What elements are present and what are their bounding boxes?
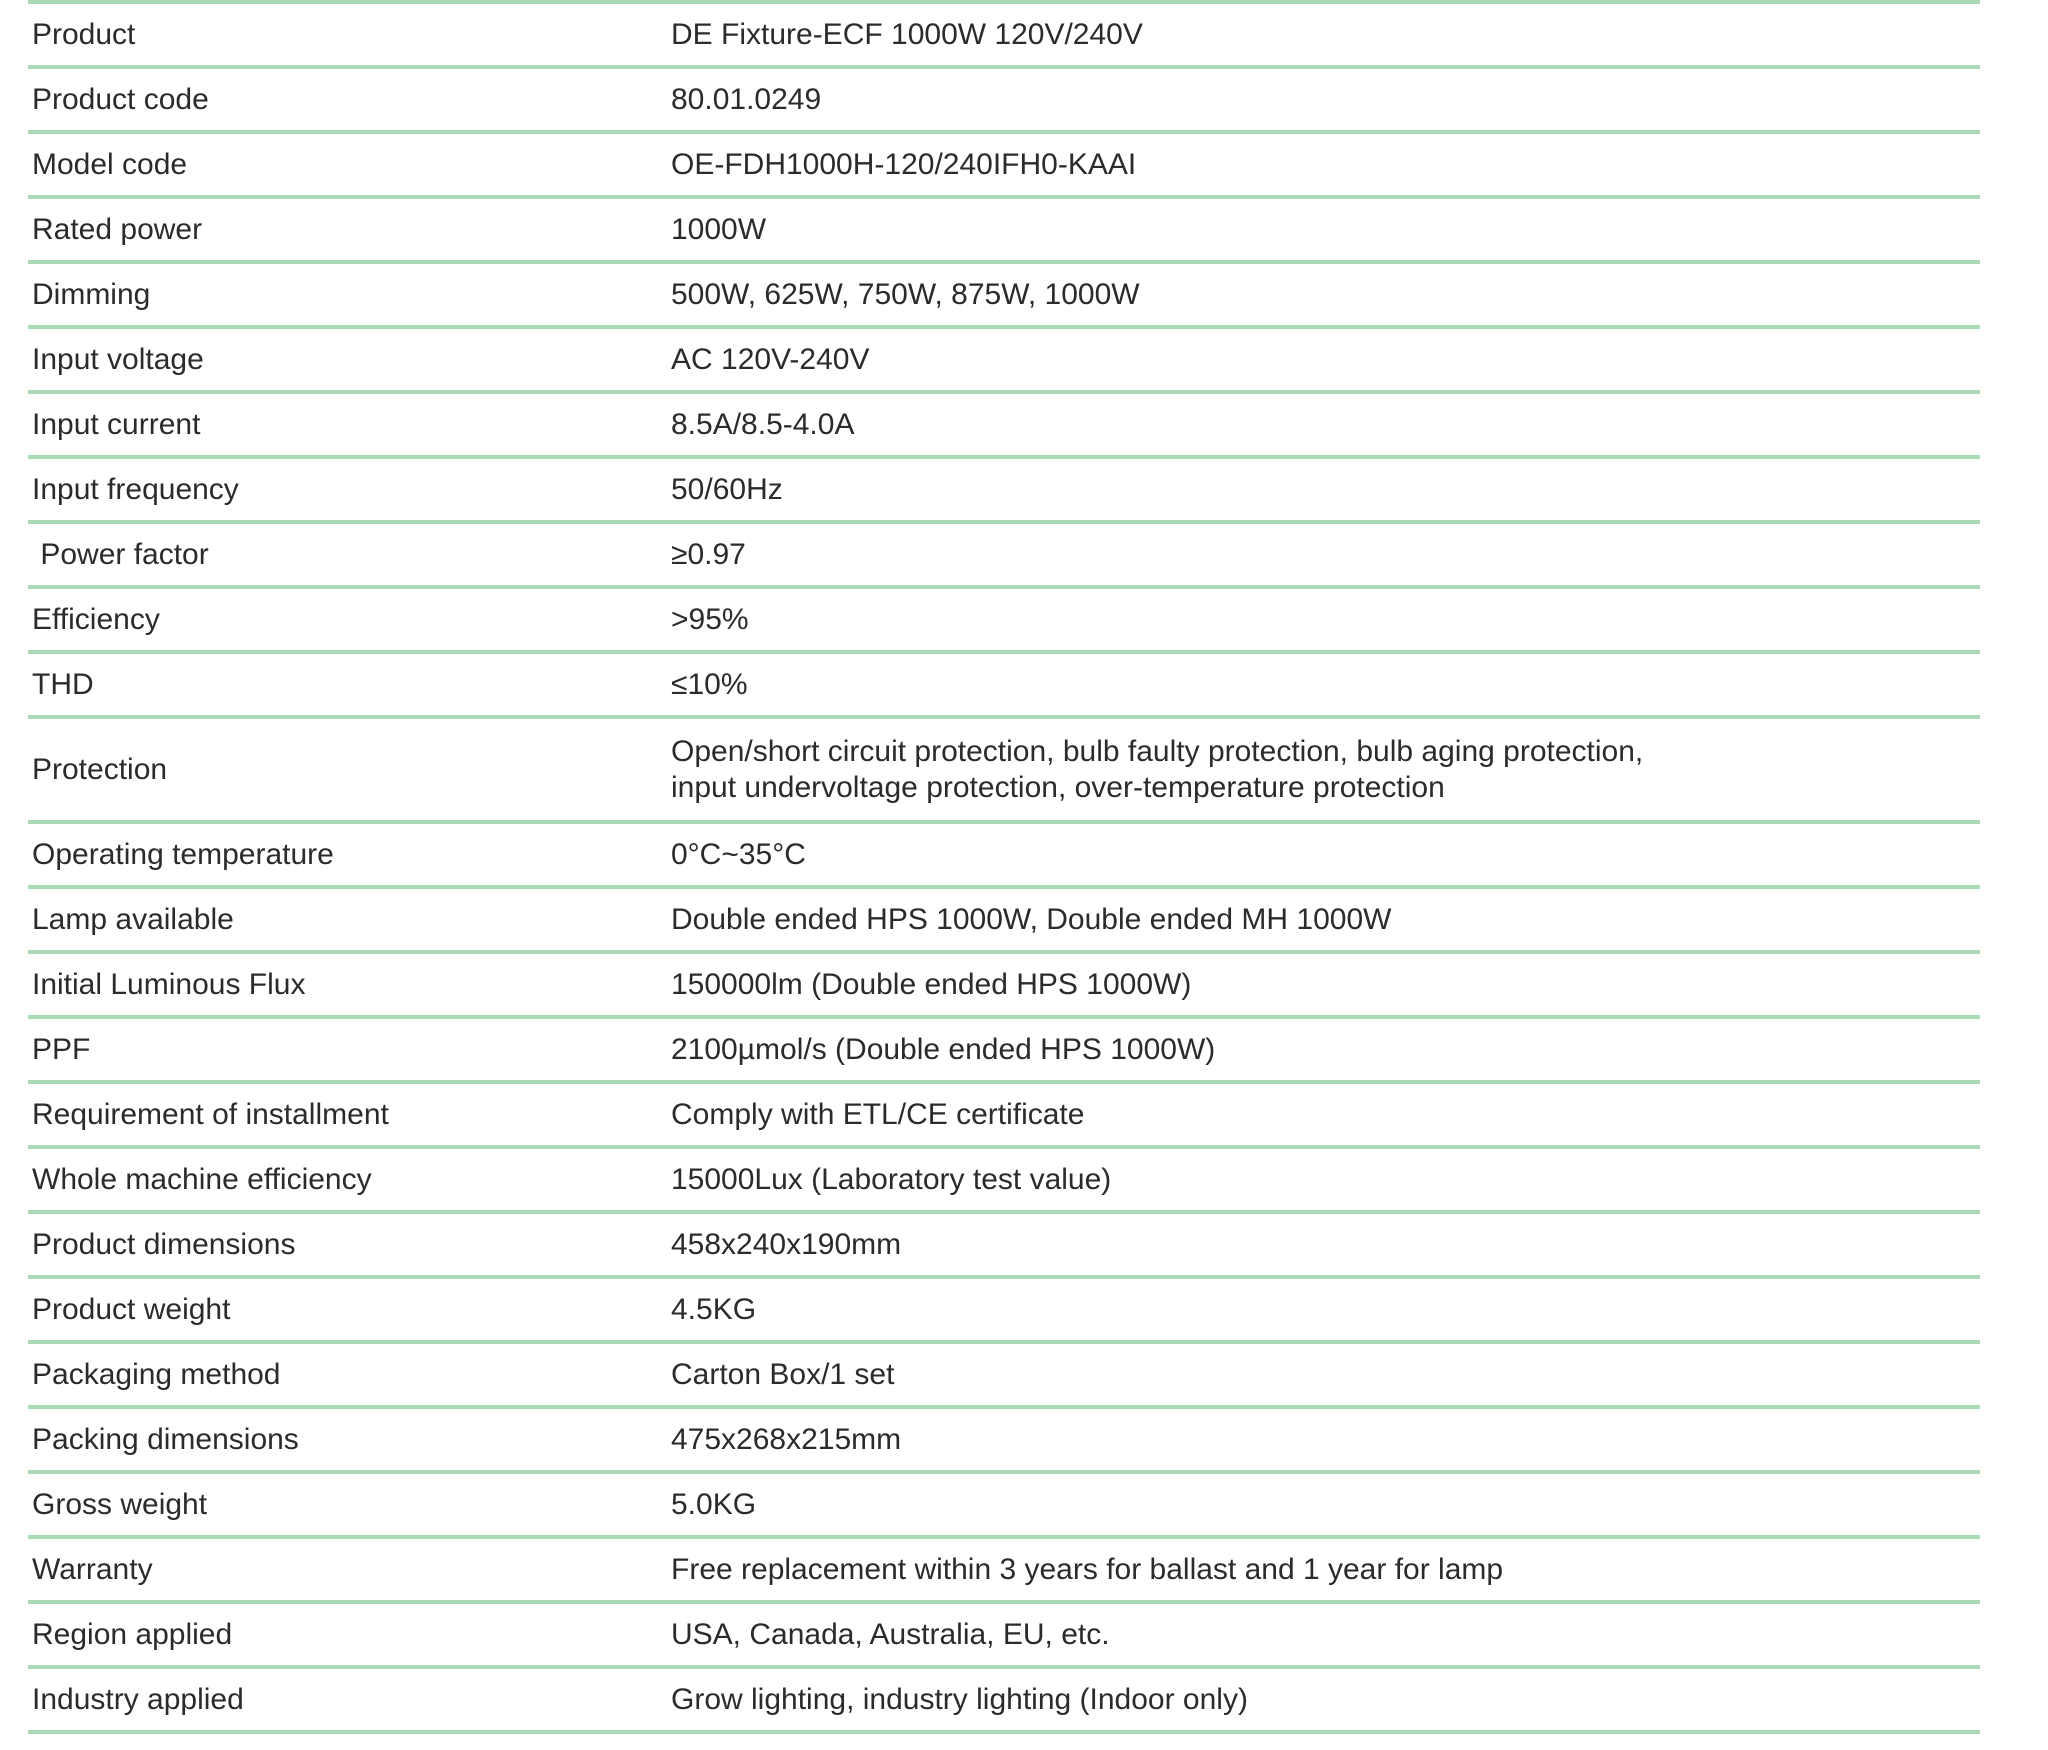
spec-row-model-code	[28, 134, 1980, 199]
spec-row-efficiency	[28, 589, 1980, 654]
spec-row-requirement-of-installment	[28, 1084, 1980, 1149]
spec-label: PPF	[32, 1032, 91, 1066]
spec-label: Efficiency	[32, 602, 160, 636]
spec-value: ≥0.97	[671, 537, 746, 571]
spec-label: Rated power	[32, 212, 203, 246]
spec-label: Dimming	[32, 277, 151, 311]
spec-label: Input frequency	[32, 472, 239, 506]
spec-row-dimming	[28, 264, 1980, 329]
spec-value: 1000W	[671, 212, 767, 246]
spec-label: Model code	[32, 147, 188, 181]
spec-value: Double ended HPS 1000W, Double ended MH 1000W	[671, 902, 1392, 936]
spec-row-rated-power	[28, 199, 1980, 264]
spec-label: Initial Luminous Flux	[32, 967, 306, 1001]
spec-label: Lamp available	[32, 902, 234, 936]
spec-label: Warranty	[32, 1552, 153, 1586]
spec-value: 2100µmol/s (Double ended HPS 1000W)	[671, 1032, 1216, 1066]
spec-value: 5.0KG	[671, 1487, 757, 1521]
spec-row-region-applied	[28, 1604, 1980, 1669]
spec-value: Open/short circuit protection, bulb faulty protection, bulb aging protection, input undervoltage protection, over-temperature protection	[671, 734, 1644, 804]
spec-value: ≤10%	[671, 667, 748, 701]
spec-label: Gross weight	[32, 1487, 208, 1521]
spec-value: AC 120V-240V	[671, 342, 870, 376]
spec-label: Power factor	[32, 537, 209, 571]
spec-row-thd	[28, 654, 1980, 719]
spec-row-product-dimensions	[28, 1214, 1980, 1279]
spec-row-ppf	[28, 1019, 1980, 1084]
spec-label: Packing dimensions	[32, 1422, 299, 1456]
spec-value: USA, Canada, Australia, EU, etc.	[671, 1617, 1110, 1651]
spec-label: Industry applied	[32, 1682, 244, 1716]
spec-value: 80.01.0249	[671, 82, 822, 116]
spec-label: Product code	[32, 82, 209, 116]
spec-row-gross-weight	[28, 1474, 1980, 1539]
spec-row-product	[28, 4, 1980, 69]
spec-value: 150000lm (Double ended HPS 1000W)	[671, 967, 1192, 1001]
spec-label: THD	[32, 667, 94, 701]
spec-value: 4.5KG	[671, 1292, 757, 1326]
spec-row-protection	[28, 719, 1980, 824]
spec-row-input-frequency	[28, 459, 1980, 524]
spec-label: Product	[32, 17, 136, 51]
spec-value: 458x240x190mm	[671, 1227, 902, 1261]
spec-value: Free replacement within 3 years for ballast and 1 year for lamp	[671, 1552, 1504, 1586]
spec-value: 475x268x215mm	[671, 1422, 902, 1456]
spec-label: Requirement of installment	[32, 1097, 389, 1131]
spec-label: Product weight	[32, 1292, 231, 1326]
spec-label: Whole machine efficiency	[32, 1162, 372, 1196]
spec-row-lamp-available	[28, 889, 1980, 954]
spec-row-input-voltage	[28, 329, 1980, 394]
spec-value: DE Fixture-ECF 1000W 120V/240V	[671, 17, 1143, 51]
spec-row-power-factor	[28, 524, 1980, 589]
spec-row-warranty	[28, 1539, 1980, 1604]
spec-value: 50/60Hz	[671, 472, 783, 506]
spec-label: Region applied	[32, 1617, 233, 1651]
spec-label: Input voltage	[32, 342, 204, 376]
spec-value: OE-FDH1000H-120/240IFH0-KAAI	[671, 147, 1137, 181]
spec-row-product-weight	[28, 1279, 1980, 1344]
spec-label: Product dimensions	[32, 1227, 296, 1261]
spec-table	[28, 0, 1980, 1734]
spec-value: 8.5A/8.5-4.0A	[671, 407, 855, 441]
spec-row-packing-dimensions	[28, 1409, 1980, 1474]
spec-label: Input current	[32, 407, 201, 441]
spec-value: Comply with ETL/CE certificate	[671, 1097, 1085, 1131]
spec-value: >95%	[671, 602, 749, 636]
spec-value: Grow lighting, industry lighting (Indoor only)	[671, 1682, 1248, 1716]
spec-row-input-current	[28, 394, 1980, 459]
spec-label: Packaging method	[32, 1357, 281, 1391]
spec-label: Protection	[32, 752, 168, 786]
spec-row-product-code	[28, 69, 1980, 134]
spec-value: 500W, 625W, 750W, 875W, 1000W	[671, 277, 1140, 311]
spec-row-whole-machine-efficiency	[28, 1149, 1980, 1214]
spec-row-industry-applied	[28, 1669, 1980, 1734]
spec-value: Carton Box/1 set	[671, 1357, 895, 1391]
spec-row-packaging-method	[28, 1344, 1980, 1409]
spec-value: 15000Lux (Laboratory test value)	[671, 1162, 1112, 1196]
spec-row-operating-temperature	[28, 824, 1980, 889]
spec-row-initial-luminous-flux	[28, 954, 1980, 1019]
spec-label: Operating temperature	[32, 837, 334, 871]
spec-value: 0°C~35°C	[671, 837, 806, 871]
